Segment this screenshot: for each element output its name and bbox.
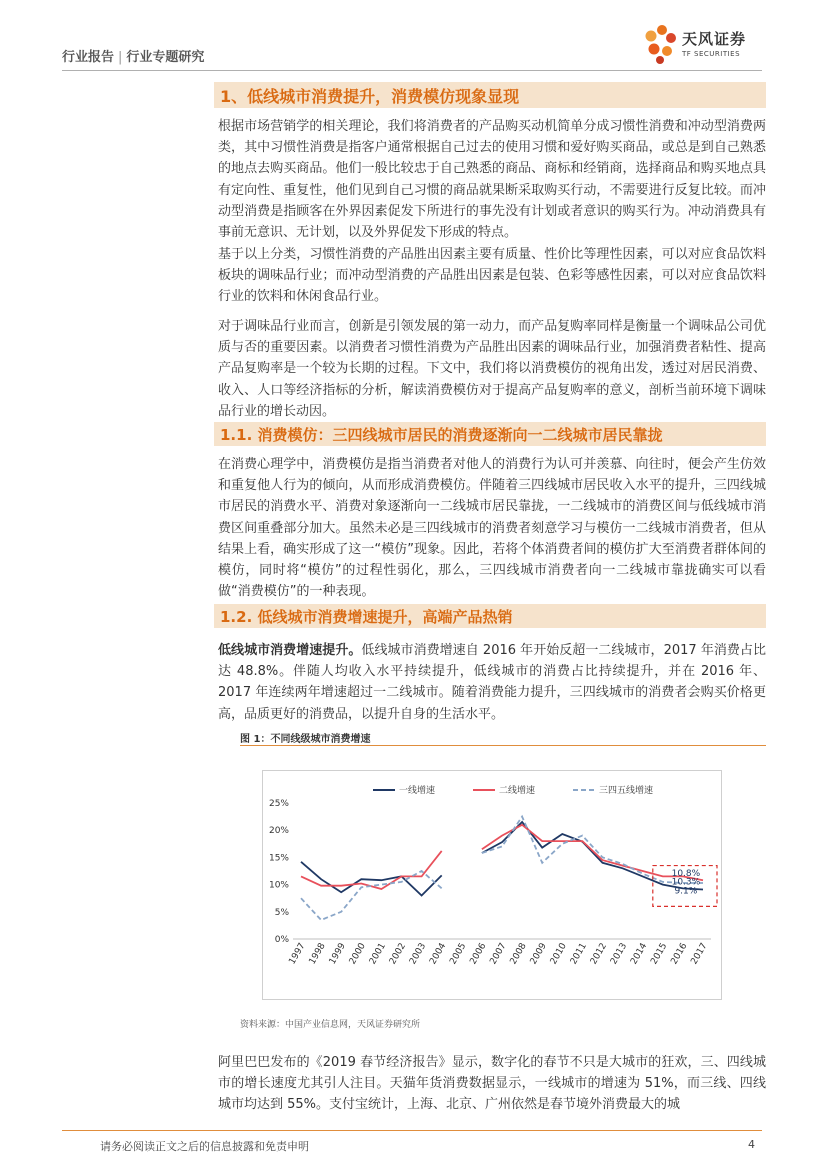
x-tick-label: 2004: [428, 941, 449, 967]
series-line-1: [482, 822, 703, 890]
figure-divider: [240, 745, 766, 746]
section-1-2-heading: [214, 604, 766, 628]
x-tick-label: 1998: [307, 941, 328, 967]
x-tick-label: 2002: [387, 941, 409, 967]
y-tick-label: 5%: [274, 907, 289, 918]
page-number: 4: [748, 1138, 755, 1151]
chart-container: [262, 770, 722, 1000]
x-tick-label: 2000: [347, 941, 368, 967]
x-tick-label: 2005: [448, 941, 469, 967]
y-tick-label: 10%: [268, 880, 289, 891]
x-tick-label: 2014: [629, 941, 650, 967]
x-tick-label: 2013: [609, 941, 630, 967]
annotation-label-1: 10.8%: [671, 868, 701, 879]
x-tick-label: 2003: [408, 941, 429, 967]
company-logo: [640, 22, 765, 68]
x-tick-label: 2009: [528, 941, 549, 967]
figure-title: 图 1：不同线级城市消费增速: [240, 734, 371, 745]
header-divider: [62, 70, 762, 71]
legend-label-1: 一线增速: [399, 786, 436, 796]
x-tick-label: 2015: [649, 941, 670, 967]
x-tick-label: 2001: [367, 941, 388, 967]
x-tick-label: 2006: [468, 941, 489, 967]
flower-logo-icon: [640, 22, 680, 68]
section-1-heading: [214, 82, 766, 108]
x-tick-label: 2010: [548, 941, 569, 967]
x-tick-label: 2011: [568, 941, 589, 967]
series-line-1: [301, 862, 442, 896]
x-tick-label: 2012: [588, 941, 610, 967]
y-tick-label: 20%: [268, 826, 289, 837]
section-1-1-heading: [214, 422, 766, 446]
x-tick-label: 2016: [669, 941, 690, 967]
section-1-1-title: 1.1. 消费模仿：三四线城市居民的消费逐渐向一二线城市居民靠拢: [220, 426, 663, 444]
paragraph-alibaba-report: 阿里巴巴发布的《2019 春节经济报告》显示，数字化的春节不只是大城市的狂欢，三、四线城市的增长速度尤其引人注目。天猫年货消费数据显示，一线城市的增速为 51%，而三线、四线城市均达到 55%。支付宝统计，上海、北京、广州依然是春节境外消费最大的城: [218, 1055, 766, 1113]
company-name: 天风证券: [682, 30, 747, 48]
x-tick-label: 2017: [689, 941, 710, 967]
x-tick-label: 1997: [287, 941, 308, 967]
report-subcategory: 行业专题研究: [126, 50, 205, 65]
paragraph-consumption-imitation: 在消费心理学中，消费模仿是指当消费者对他人的消费行为认可并羡慕、向往时，便会产生仿效和重复他人行为的倾向，从而形成消费模仿。伴随着三四线城市居民收入水平的提升，三四线城市居民的消费水平、消费对象逐渐向一二线城市居民靠拢，一二线城市的消费区间与低线城市消费区间重叠部分加大。虽然未必是三四线城市的消费者刻意学习与模仿一二线城市消费者，但从结果上看，确实形成了这一“模仿”现象。因此，若将个体消费者间的模仿扩大至消费者群体间的模仿，同时将“模仿”的过程性弱化，那么，三四线城市消费者向一二线城市靠拢确实可以看做“消费模仿”的一种表现。: [218, 457, 766, 600]
annotation-label-3: 9.1%: [674, 886, 698, 897]
paragraph-classification: 基于以上分类，习惯性消费的产品胜出因素主要有质量、性价比等理性因素，可以对应食品饮料板块的调味品行业；而冲动型消费的产品胜出因素是包装、色彩等感性因素，可以对应食品饮料行业的饮料和休闲食品行业。: [218, 247, 766, 305]
footer-disclaimer: 请务必阅读正文之后的信息披露和免责申明: [100, 1140, 309, 1153]
x-tick-label: 1999: [327, 941, 348, 967]
x-tick-label: 2007: [488, 941, 509, 967]
paragraph-consumption-types: 根据市场营销学的相关理论，我们将消费者的产品购买动机简单分成习惯性消费和冲动型消费两类，其中习惯性消费是指客户通常根据自己过去的使用习惯和爱好购买商品，或总是到自己熟悉的地点去购买商品。他们一般比较忠于自己熟悉的商品、商标和经销商，选择商品和购买地点具有定向性、重复性，他们见到自己习惯的商品就果断采取购买行动，不需要进行反复比较。而冲动型消费是指顾客在外界因素促发下所进行的事先没有计划或者意识的购买行为。冲动消费具有事前无意识、无计划，以及外界促发下形成的特点。: [218, 119, 766, 241]
legend-label-2: 二线增速: [499, 786, 536, 796]
company-name-en: TF SECURITIES: [682, 50, 741, 58]
annotation-label-2: 10.3%: [671, 877, 701, 888]
header-separator: |: [118, 50, 123, 65]
series-line-2: [301, 851, 442, 889]
report-category: 行业报告: [62, 50, 115, 65]
report-header: [62, 46, 204, 65]
section-1-title: 1、低线城市消费提升，消费模仿现象显现: [220, 87, 520, 106]
paragraph-seasoning-industry: 对于调味品行业而言，创新是引领发展的第一动力，而产品复购率同样是衡量一个调味品公司优质与否的重要因素。以消费者习惯性消费为产品胜出因素的调味品行业，加强消费者粘性、提高产品复购率是一个较为长期的过程。下文中，我们将以消费模仿的视角出发，透过对居民消费、收入、人口等经济指标的分析，解读消费模仿对于提高产品复购率的意义，剖析当前环境下调味品行业的增长动因。: [218, 319, 766, 419]
figure-source: 资料来源：中国产业信息网，天风证券研究所: [240, 1020, 421, 1030]
paragraph-body: 低线城市消费增速自 2016 年开始反超一二线城市，2017 年消费占比达 48.8%。伴随人均收入水平持续提升，低线城市的消费占比持续提升，并在 2016 年、2017 年连续两年增速超过一二线城市。随着消费能力提升，三四线城市的消费者会购买价格更高，品质更好的消费品，以提升自身的生活水平。: [218, 643, 766, 722]
paragraph-low-tier-growth: [218, 640, 766, 725]
legend-label-3: 三四五线增速: [599, 786, 654, 796]
paragraph-lead: 低线城市消费增速提升。: [218, 643, 362, 658]
y-tick-label: 25%: [268, 799, 289, 809]
y-tick-label: 15%: [268, 853, 289, 864]
growth-line-chart: [263, 771, 721, 999]
y-tick-label: 0%: [274, 935, 289, 945]
section-1-2-title: 1.2. 低线城市消费增速提升，高端产品热销: [220, 608, 513, 626]
x-tick-label: 2008: [508, 941, 529, 967]
footer-divider: [62, 1130, 762, 1131]
